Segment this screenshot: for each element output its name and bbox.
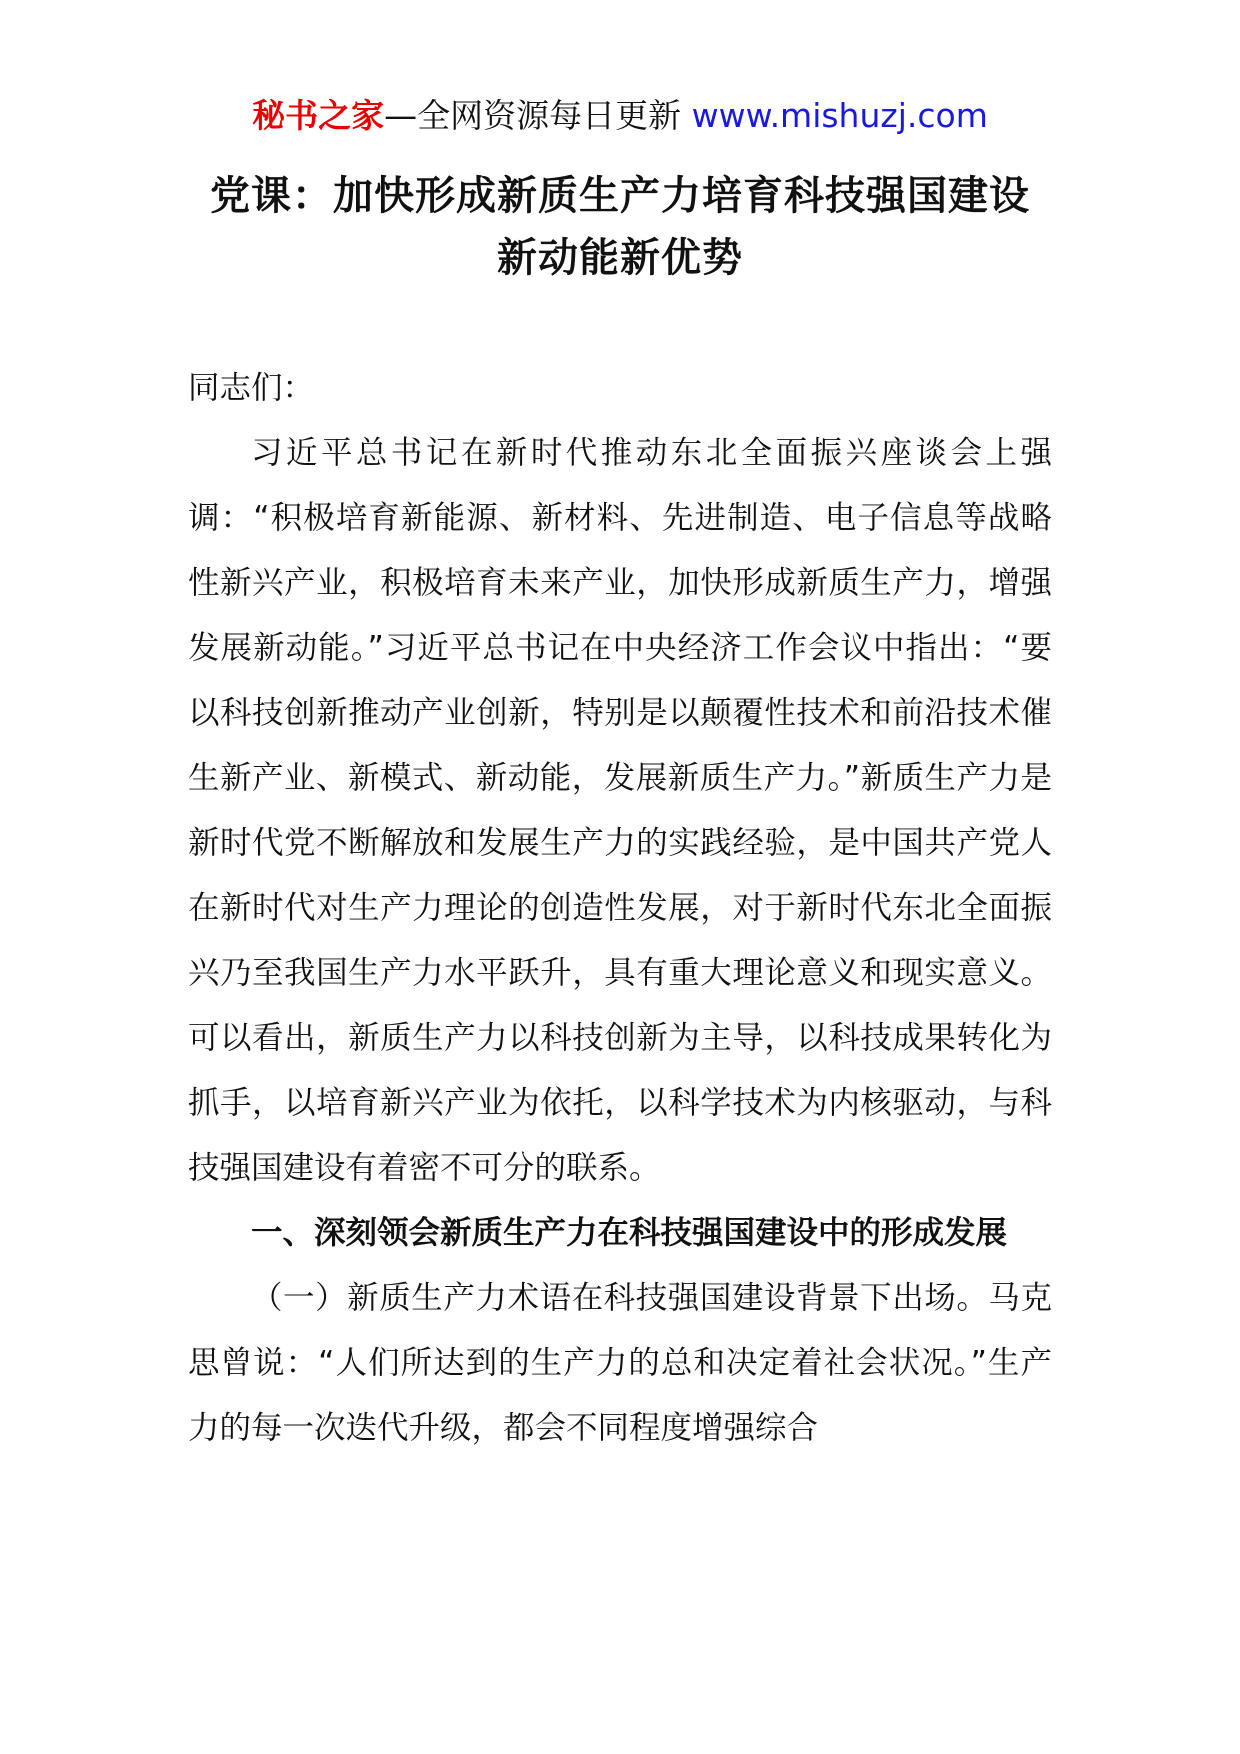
title-line-1: 党课：加快形成新质生产力培育科技强国建设 — [210, 173, 1030, 219]
paragraph-intro: 习近平总书记在新时代推动东北全面振兴座谈会上强调：“积极培育新能源、新材料、先进制造、电子信息等战略性新兴产业，积极培育未来产业，加快形成新质生产力，增强发展新动能。”习近平总书记在中央经济工作会议中指出：“要以科技创新推动产业创新，特别是以颠覆性技术和前沿技术催生新产业、新模式、新动能，发展新质生产力。”新质生产力是新时代党不断解放和发展生产力的实践经验，是中国共产党人在新时代对生产力理论的创造性发展，对于新时代东北全面振兴乃至我国生产力水平跃升，具有重大理论意义和现实意义。可以看出，新质生产力以科技创新为主导，以科技成果转化为抓手，以培育新兴产业为依托，以科学技术为内核驱动，与科技强国建设有着密不可分的联系。 — [188, 435, 1052, 1186]
site-brand: 秘书之家 — [252, 96, 385, 135]
document-title — [0, 165, 1240, 289]
site-header — [0, 96, 1240, 136]
greeting: 同志们： — [188, 370, 315, 406]
title-line-2: 新动能新优势 — [497, 235, 743, 281]
paragraph-subsection-1: （一）新质生产力术语在科技强国建设背景下出场。马克思曾说：“人们所达到的生产力的总和决定着社会状况。”生产力的每一次迭代升级，都会不同程度增强综合 — [188, 1280, 1052, 1446]
section-heading-1: 一、深刻领会新质生产力在科技强国建设中的形成发展 — [251, 1215, 1008, 1251]
site-tagline: —全网资源每日更新 — [384, 96, 692, 135]
document-body — [188, 356, 1052, 1461]
site-url-link[interactable]: www.mishuzj.com — [691, 96, 988, 135]
